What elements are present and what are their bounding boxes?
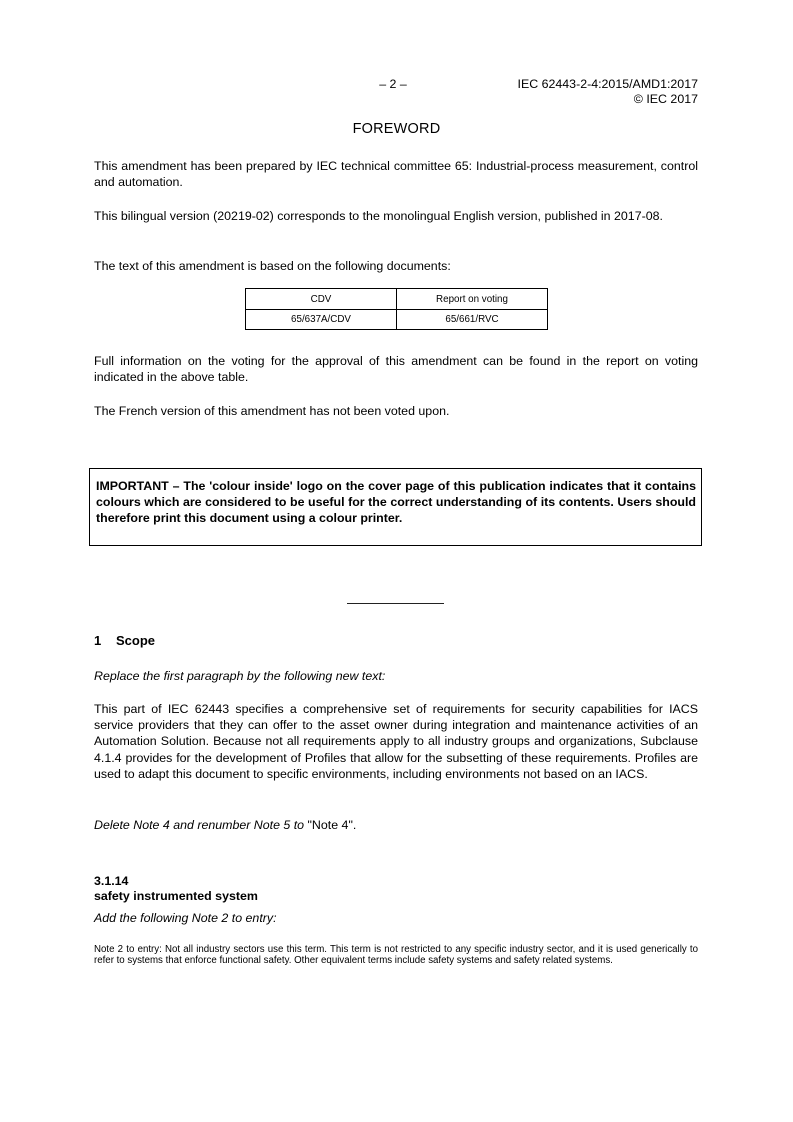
foreword-paragraph: This bilingual version (20219-02) corresponds to the monolingual English version, published in 2017-08. <box>94 209 663 223</box>
table-header-cdv: CDV <box>246 289 397 310</box>
scope-instruction: Replace the first paragraph by the following new text: <box>94 669 386 683</box>
documents-table <box>245 288 548 330</box>
important-notice-text: IMPORTANT – The 'colour inside' logo on the cover page of this publication indicates that it contains colours which are considered to be useful for the correct understanding of its contents. Users should therefore print this document using a colour printer. <box>96 479 696 526</box>
delete-note-instruction-plain: "Note 4". <box>304 818 357 832</box>
document-header <box>440 77 698 106</box>
term-name: safety instrumented system <box>94 889 258 903</box>
copyright-notice: © IEC 2017 <box>633 91 698 106</box>
foreword-paragraph: This amendment has been prepared by IEC technical committee 65: Industrial-process measurement, control and automation. <box>94 159 698 190</box>
section-divider <box>347 603 444 604</box>
table-row <box>246 310 548 330</box>
scope-heading <box>94 633 155 648</box>
important-notice-box <box>89 468 702 546</box>
table-header-row <box>246 289 548 310</box>
table-cell-cdv: 65/637A/CDV <box>246 310 397 330</box>
table-cell-rvc: 65/661/RVC <box>397 310 548 330</box>
foreword-paragraph: Full information on the voting for the approval of this amendment can be found in the report on voting indicated in the above table. <box>94 354 698 385</box>
table-header-report-on-voting: Report on voting <box>397 289 548 310</box>
page-number: – 2 – <box>379 77 407 91</box>
foreword-heading: FOREWORD <box>352 121 441 137</box>
scope-title: Scope <box>116 633 156 648</box>
foreword-paragraph: The French version of this amendment has not been voted upon. <box>94 404 450 418</box>
delete-note-instruction-italic: Delete Note 4 and renumber Note 5 to <box>94 818 305 832</box>
term-entry <box>94 874 698 904</box>
delete-note-instruction <box>94 817 698 833</box>
scope-new-text: This part of IEC 62443 specifies a comprehensive set of requirements for security capabilities for IACS service providers that they can offer to the asset owner during integration and maintenance activities of an Automation Solution. Because not all requirements apply to all industry groups and organizations, Subclause 4.1.4 provides for the development of Profiles that allow for the subsetting of these requirements. Profiles are used to adapt this document to specific environments, including environments not based on an IACS. <box>94 702 698 781</box>
term-note: Note 2 to entry: Not all industry sectors use this term. This term is not restricted to any specific industry sector, and it is used generically to refer to systems that enforce functional safety. Other equivalent terms include safety systems and safety related systems. <box>94 944 698 967</box>
document-reference: IEC 62443-2-4:2015/AMD1:2017 <box>517 77 698 91</box>
term-number: 3.1.14 <box>94 874 129 888</box>
foreword-paragraph: The text of this amendment is based on the following documents: <box>94 259 451 273</box>
term-instruction: Add the following Note 2 to entry: <box>94 911 277 925</box>
scope-number: 1 <box>94 633 102 648</box>
